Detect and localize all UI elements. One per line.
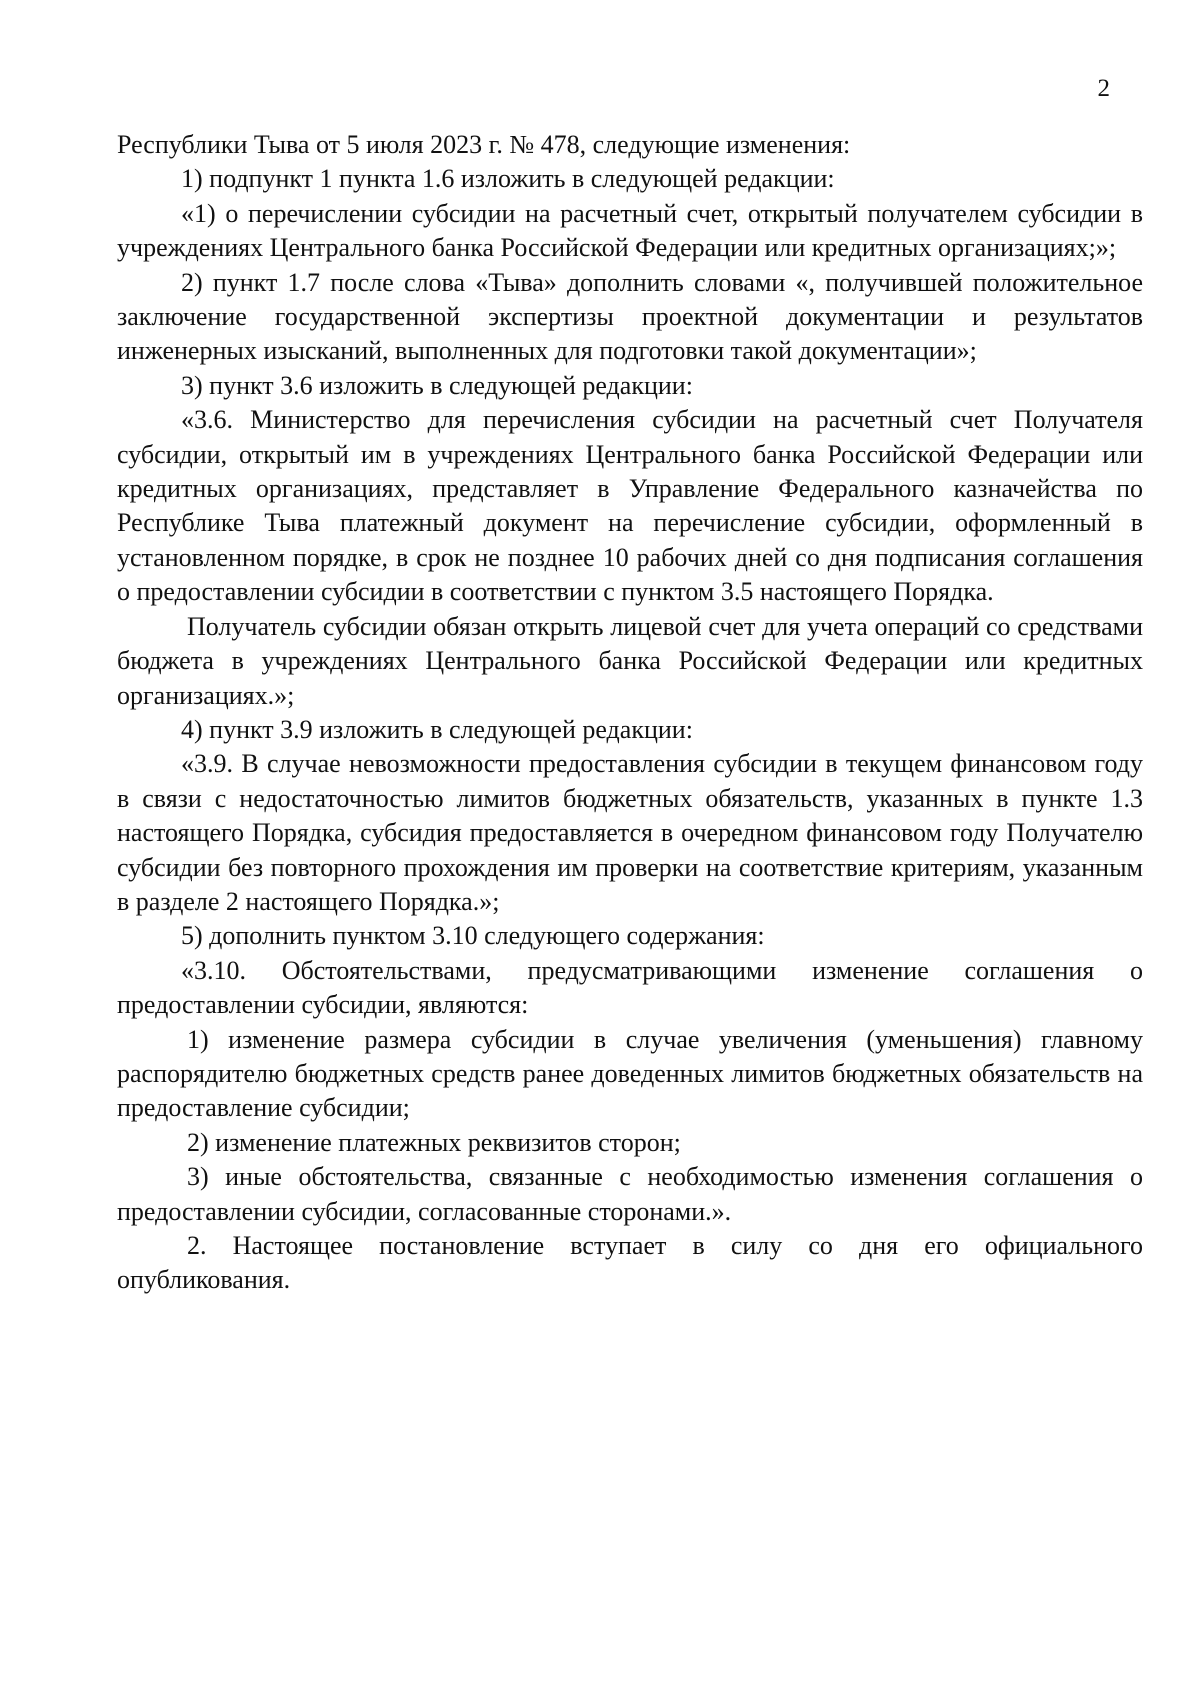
paragraph-item-2: 2) пункт 1.7 после слова «Тыва» дополнить словами «, получившей положительное заключение государственной экспертизы проектной документации и результатов инженерных изысканий, выполненных для подготовки такой документации»; <box>117 267 1143 366</box>
paragraph-item-1: 1) подпункт 1 пункта 1.6 изложить в следующей редакции: <box>181 164 835 194</box>
paragraph-item-3: 3) пункт 3.6 изложить в следующей редакции: <box>181 370 693 400</box>
paragraph-item-3-10: «3.10. Обстоятельствами, предусматривающими изменение соглашения о предоставлении субсидии, являются: <box>117 955 1143 1020</box>
paragraph-intro: Республики Тыва от 5 июля 2023 г. № 478, следующие изменения: <box>117 130 851 159</box>
paragraph-subitem-2: 2) изменение платежных реквизитов сторон; <box>187 1127 681 1157</box>
document-body <box>117 128 1143 1298</box>
paragraph-subitem-3: 3) иные обстоятельства, связанные с необходимостью изменения соглашения о предоставлении субсидии, согласованные сторонами.». <box>117 1162 1143 1226</box>
paragraph-recipient-obligation: Получатель субсидии обязан открыть лицевой счет для учета операций со средствами бюджета в учреждениях Центрального банка Российской Федерации или кредитных организациях.»; <box>117 611 1143 710</box>
paragraph-item-1-text: «1) о перечислении субсидии на расчетный счет, открытый получателем субсидии в учреждениях Центрального банка Российской Федерации или кредитных организациях;»; <box>117 198 1143 263</box>
page-number: 2 <box>1097 75 1110 102</box>
paragraph-subitem-1: 1) изменение размера субсидии в случае увеличения (уменьшения) главному распорядителю бюджетных средств ранее доведенных лимитов бюджетных обязательств на предоставление субсидии; <box>117 1024 1143 1123</box>
paragraph-item-4: 4) пункт 3.9 изложить в следующей редакции: <box>181 714 693 744</box>
paragraph-item-3-6: «3.6. Министерство для перечисления субсидии на расчетный счет Получателя субсидии, открытый им в учреждениях Центрального банка Российской Федерации или кредитных организациях, представляет в Управление Федерального казначейства по Республике Тыва платежный документ на перечисление субсидии, оформленный в установленном порядке, в срок не позднее 10 рабочих дней со дня подписания соглашения о предоставлении субсидии в соответствии с пунктом 3.5 настоящего Порядка. <box>117 405 1143 607</box>
paragraph-item-5: 5) дополнить пунктом 3.10 следующего содержания: <box>181 921 765 951</box>
paragraph-item-3-9: «3.9. В случае невозможности предоставления субсидии в текущем финансовом году в связи с недостаточностью лимитов бюджетных обязательств, указанных в пункте 1.3 настоящего Порядка, субсидия предоставляется в очередном финансовом году Получателю субсидии без повторного прохождения им проверки на соответствие критериям, указанным в разделе 2 настоящего Порядка.»; <box>117 749 1143 916</box>
paragraph-effective-date: 2. Настоящее постановление вступает в силу со дня его официального опубликования. <box>117 1231 1143 1295</box>
